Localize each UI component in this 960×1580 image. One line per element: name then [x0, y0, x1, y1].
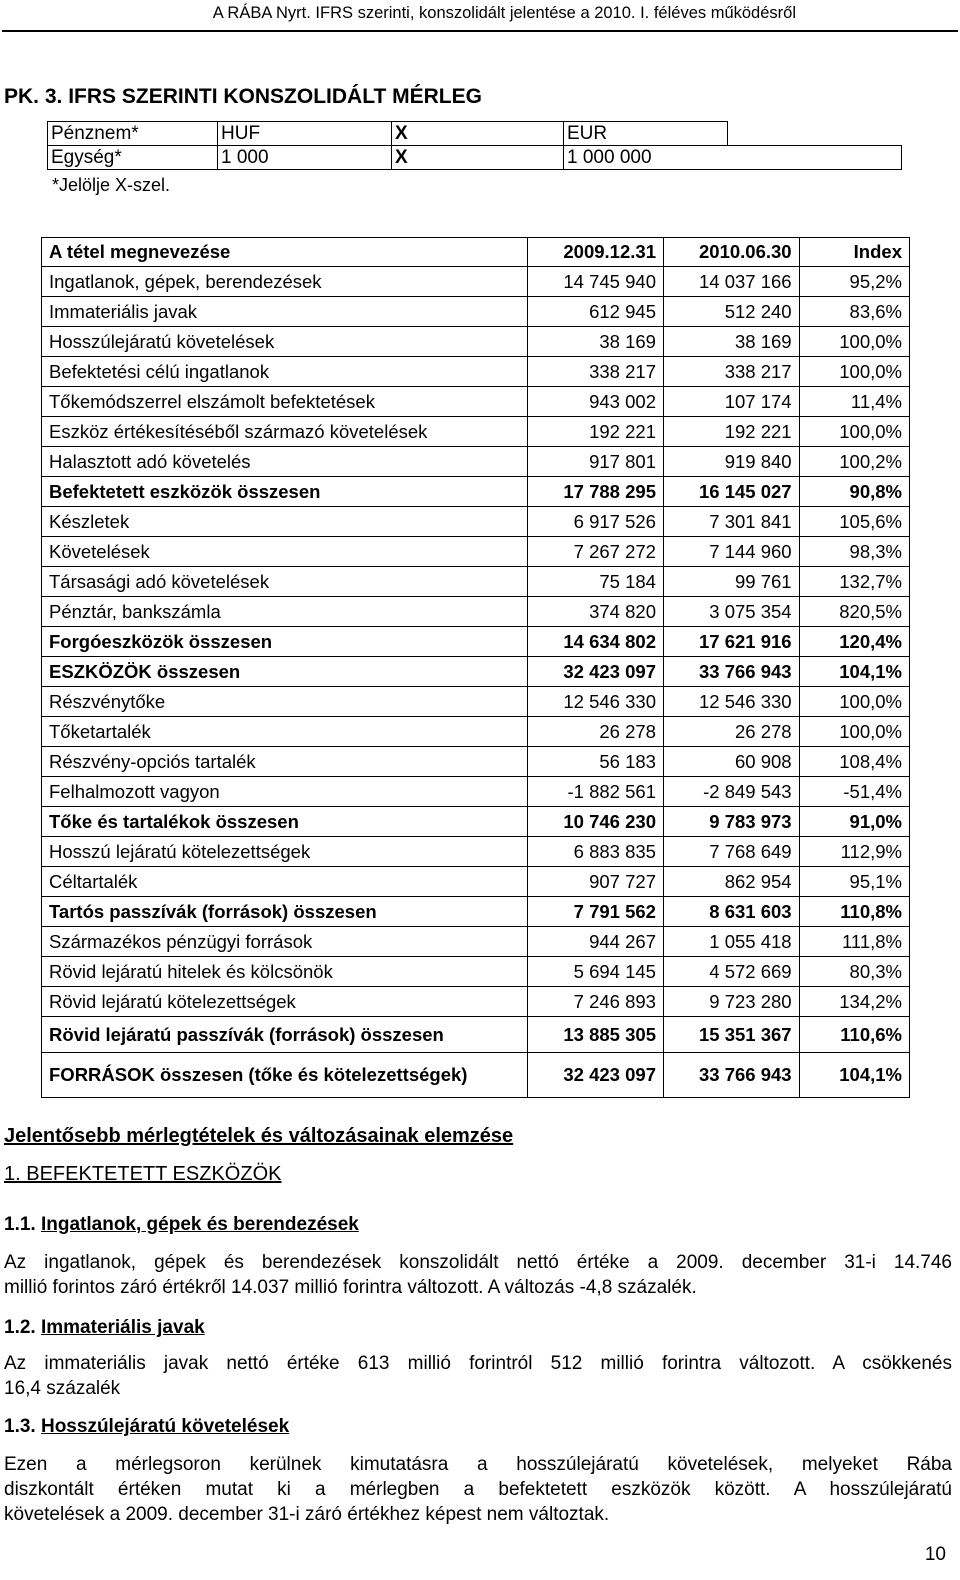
index-value: 80,3% — [799, 957, 909, 987]
index-value: 104,1% — [799, 657, 909, 687]
index-value: 120,4% — [799, 627, 909, 657]
value-2010: 26 278 — [663, 717, 799, 747]
value-2009: 907 727 — [528, 867, 664, 897]
value-2009: 7 267 272 — [528, 537, 664, 567]
value-2009: 13 885 305 — [528, 1017, 664, 1053]
value-2009: 10 746 230 — [528, 807, 664, 837]
index-value: 95,1% — [799, 867, 909, 897]
table-row — [42, 297, 910, 327]
unit-row — [48, 146, 902, 170]
index-value: 100,0% — [799, 687, 909, 717]
value-2010: 1 055 418 — [663, 927, 799, 957]
row-label: Befektetett eszközök összesen — [42, 477, 528, 507]
value-2010: 17 621 916 — [663, 627, 799, 657]
subsection-1-1-heading — [4, 1212, 952, 1237]
row-label: Hosszú lejáratú kötelezettségek — [42, 837, 528, 867]
index-value: 98,3% — [799, 537, 909, 567]
table-row — [42, 1017, 910, 1053]
table-row — [42, 837, 910, 867]
value-2009: 917 801 — [528, 447, 664, 477]
col-header-index: Index — [799, 238, 909, 267]
value-2009: 374 820 — [528, 597, 664, 627]
empty-cell — [728, 122, 902, 146]
value-2009: 5 694 145 — [528, 957, 664, 987]
row-label: Hosszúlejáratú követelések — [42, 327, 528, 357]
value-2009: 12 546 330 — [528, 687, 664, 717]
value-2009: 32 423 097 — [528, 657, 664, 687]
table-row — [42, 927, 910, 957]
row-label: Befektetési célú ingatlanok — [42, 357, 528, 387]
value-2010: 107 174 — [663, 387, 799, 417]
value-2010: 12 546 330 — [663, 687, 799, 717]
index-value: 820,5% — [799, 597, 909, 627]
value-2010: 919 840 — [663, 447, 799, 477]
table-row — [42, 717, 910, 747]
value-2010: 60 908 — [663, 747, 799, 777]
row-label: Rövid lejáratú passzívák (források) összesen — [42, 1017, 528, 1053]
subsection-number: 1.3. — [4, 1416, 36, 1437]
value-2009: 14 634 802 — [528, 627, 664, 657]
table-row — [42, 327, 910, 357]
currency-huf: HUF — [218, 122, 392, 146]
index-value: 111,8% — [799, 927, 909, 957]
value-2010: 3 075 354 — [663, 597, 799, 627]
row-label: Rövid lejáratú kötelezettségek — [42, 987, 528, 1017]
page-number: 10 — [924, 1544, 946, 1565]
header-divider — [2, 30, 958, 32]
value-2010: 9 723 280 — [663, 987, 799, 1017]
row-label: Részvény-opciós tartalék — [42, 747, 528, 777]
table-row — [42, 267, 910, 297]
paragraph-line: diszkontált értéken mutat ki a mérlegben a befektetett eszközök között. A hosszúlejáratú — [4, 1479, 952, 1500]
subsection-title: Ingatlanok, gépek és berendezések — [40, 1214, 359, 1235]
table-row — [42, 507, 910, 537]
index-value: 91,0% — [799, 807, 909, 837]
index-value: 108,4% — [799, 747, 909, 777]
index-value: 90,8% — [799, 477, 909, 507]
index-value: 11,4% — [799, 387, 909, 417]
index-value: 100,2% — [799, 447, 909, 477]
value-2010: 33 766 943 — [663, 1053, 799, 1098]
table-row — [42, 867, 910, 897]
table-row — [42, 417, 910, 447]
row-label: Társasági adó követelések — [42, 567, 528, 597]
row-label: Tőke és tartalékok összesen — [42, 807, 528, 837]
paragraph-line: Az ingatlanok, gépek és berendezések konszolidált nettó értéke a 2009. december 31-i 14.746 — [4, 1252, 952, 1273]
row-label: Céltartalék — [42, 867, 528, 897]
subsection-title: Immateriális javak — [40, 1317, 205, 1338]
value-2010: 15 351 367 — [663, 1017, 799, 1053]
table-row — [42, 897, 910, 927]
value-2010: 33 766 943 — [663, 657, 799, 687]
row-label: Felhalmozott vagyon — [42, 777, 528, 807]
value-2010: 338 217 — [663, 357, 799, 387]
table-row — [42, 567, 910, 597]
currency-note: *Jelölje X-szel. — [52, 175, 171, 195]
currency-table — [47, 121, 902, 170]
row-label: Ingatlanok, gépek, berendezések — [42, 267, 528, 297]
table-row — [42, 387, 910, 417]
table-row — [42, 597, 910, 627]
value-2009: 7 791 562 — [528, 897, 664, 927]
balance-sheet-table — [41, 237, 910, 1098]
value-2010: 7 768 649 — [663, 837, 799, 867]
row-label: ESZKÖZÖK összesen — [42, 657, 528, 687]
col-header-2010: 2010.06.30 — [663, 238, 799, 267]
value-2010: 192 221 — [663, 417, 799, 447]
table-row — [42, 777, 910, 807]
value-2009: 944 267 — [528, 927, 664, 957]
value-2009: 192 221 — [528, 417, 664, 447]
value-2009: 6 917 526 — [528, 507, 664, 537]
unit-thousand-mark: X — [392, 146, 564, 170]
value-2010: 99 761 — [663, 567, 799, 597]
value-2009: 6 883 835 — [528, 837, 664, 867]
currency-huf-mark: X — [392, 122, 564, 146]
subsection-number: 1.1. — [4, 1214, 36, 1235]
col-header-2009: 2009.12.31 — [528, 238, 664, 267]
index-value: 132,7% — [799, 567, 909, 597]
running-header: A RÁBA Nyrt. IFRS szerinti, konszolidált jelentése a 2010. I. féléves működésről — [212, 4, 796, 22]
paragraph-line: 16,4 százalék — [4, 1378, 121, 1399]
value-2009: 17 788 295 — [528, 477, 664, 507]
table-row — [42, 957, 910, 987]
paragraph-1-2 — [4, 1351, 952, 1401]
unit-thousand: 1 000 — [218, 146, 392, 170]
value-2010: 7 144 960 — [663, 537, 799, 567]
index-value: 100,0% — [799, 717, 909, 747]
value-2010: 862 954 — [663, 867, 799, 897]
value-2010: 4 572 669 — [663, 957, 799, 987]
table-row — [42, 657, 910, 687]
value-2009: 26 278 — [528, 717, 664, 747]
row-label: Készletek — [42, 507, 528, 537]
table-row — [42, 747, 910, 777]
subsection-title: Hosszúlejáratú követelések — [40, 1416, 290, 1437]
value-2009: 38 169 — [528, 327, 664, 357]
currency-row — [48, 122, 902, 146]
value-2010: 7 301 841 — [663, 507, 799, 537]
value-2009: 612 945 — [528, 297, 664, 327]
row-label: Tartós passzívák (források) összesen — [42, 897, 528, 927]
index-value: 110,6% — [799, 1017, 909, 1053]
row-label: Részvénytőke — [42, 687, 528, 717]
value-2010: -2 849 543 — [663, 777, 799, 807]
paragraph-line: millió forintos záró értékről 14.037 millió forintra változott. A változás -4,8 százalék. — [4, 1277, 697, 1298]
row-label: Immateriális javak — [42, 297, 528, 327]
section-1-heading: 1. BEFEKTETETT ESZKÖZÖK — [4, 1163, 282, 1185]
currency-eur: EUR — [564, 122, 728, 146]
index-value: 83,6% — [799, 297, 909, 327]
currency-label: Pénznem* — [48, 122, 218, 146]
row-label: Származékos pénzügyi források — [42, 927, 528, 957]
row-label: Rövid lejáratú hitelek és kölcsönök — [42, 957, 528, 987]
table-row — [42, 477, 910, 507]
value-2010: 8 631 603 — [663, 897, 799, 927]
subsection-1-3-heading — [4, 1414, 952, 1439]
row-label: Halasztott adó követelés — [42, 447, 528, 477]
subsection-1-2-heading — [4, 1315, 952, 1340]
table-row — [42, 687, 910, 717]
value-2010: 16 145 027 — [663, 477, 799, 507]
row-label: FORRÁSOK összesen (tőke és kötelezettségek) — [42, 1053, 528, 1098]
index-value: 105,6% — [799, 507, 909, 537]
paragraph-line: Ezen a mérlegsoron kerülnek kimutatásra a hosszúlejáratú követelések, melyeket Rába — [4, 1454, 952, 1475]
unit-million: 1 000 000 — [564, 146, 902, 170]
subsection-number: 1.2. — [4, 1317, 36, 1338]
analysis-title: Jelentősebb mérlegtételek és változásainak elemzése — [4, 1125, 514, 1147]
paragraph-1-1 — [4, 1250, 952, 1300]
value-2010: 14 037 166 — [663, 267, 799, 297]
value-2009: 56 183 — [528, 747, 664, 777]
index-value: -51,4% — [799, 777, 909, 807]
row-label: Eszköz értékesítéséből származó követelések — [42, 417, 528, 447]
row-label: Pénztár, bankszámla — [42, 597, 528, 627]
row-label: Tőketartalék — [42, 717, 528, 747]
value-2010: 38 169 — [663, 327, 799, 357]
row-label: Tőkemódszerrel elszámolt befektetések — [42, 387, 528, 417]
index-value: 134,2% — [799, 987, 909, 1017]
index-value: 104,1% — [799, 1053, 909, 1098]
value-2009: 338 217 — [528, 357, 664, 387]
index-value: 112,9% — [799, 837, 909, 867]
value-2010: 512 240 — [663, 297, 799, 327]
index-value: 100,0% — [799, 327, 909, 357]
table-row — [42, 987, 910, 1017]
table-row — [42, 447, 910, 477]
table-row — [42, 537, 910, 567]
row-label: Forgóeszközök összesen — [42, 627, 528, 657]
col-header-item: A tétel megnevezése — [42, 238, 528, 267]
paragraph-1-3 — [4, 1452, 952, 1527]
index-value: 95,2% — [799, 267, 909, 297]
table-row — [42, 357, 910, 387]
table-row — [42, 1053, 910, 1098]
paragraph-line: követelések a 2009. december 31-i záró értékhez képest nem változtak. — [4, 1504, 610, 1525]
index-value: 110,8% — [799, 897, 909, 927]
section-title: PK. 3. IFRS SZERINTI KONSZOLIDÁLT MÉRLEG — [4, 85, 482, 108]
value-2009: 32 423 097 — [528, 1053, 664, 1098]
table-header-row — [42, 238, 910, 267]
index-value: 100,0% — [799, 357, 909, 387]
value-2009: 7 246 893 — [528, 987, 664, 1017]
index-value: 100,0% — [799, 417, 909, 447]
row-label: Követelések — [42, 537, 528, 567]
value-2009: 14 745 940 — [528, 267, 664, 297]
value-2009: 943 002 — [528, 387, 664, 417]
paragraph-line: Az immateriális javak nettó értéke 613 millió forintról 512 millió forintra változott. A csökkenés — [4, 1353, 952, 1374]
table-row — [42, 807, 910, 837]
table-row — [42, 627, 910, 657]
value-2010: 9 783 973 — [663, 807, 799, 837]
unit-label: Egység* — [48, 146, 218, 170]
value-2009: -1 882 561 — [528, 777, 664, 807]
value-2009: 75 184 — [528, 567, 664, 597]
